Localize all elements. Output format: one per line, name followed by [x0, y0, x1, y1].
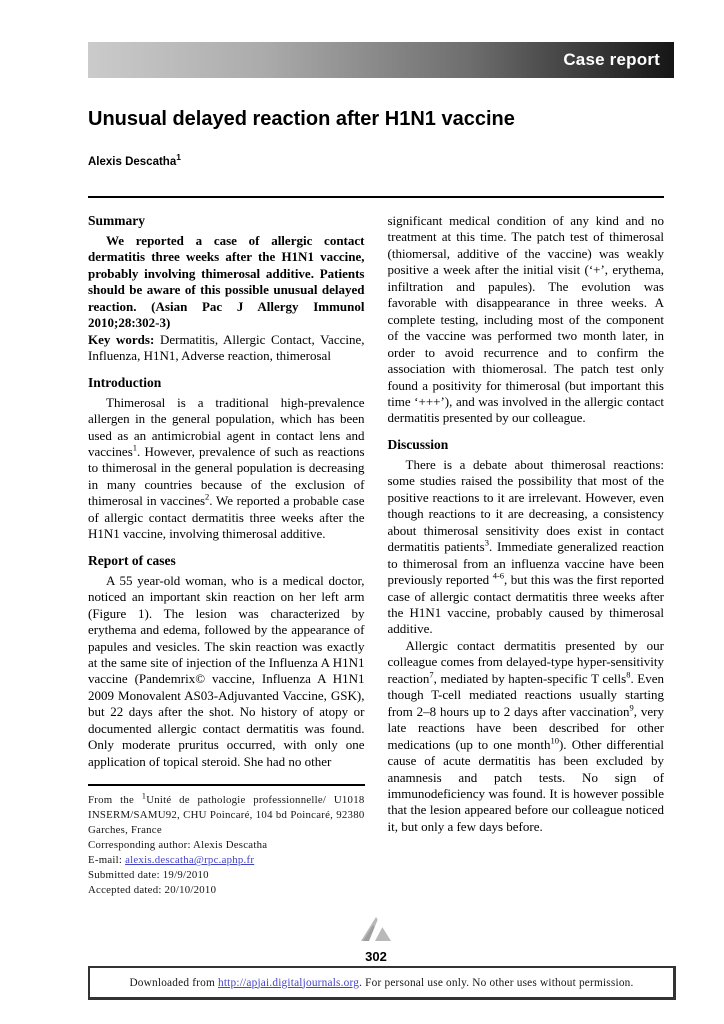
reference-superscript: 3 [484, 537, 489, 548]
left-column [88, 213, 365, 898]
corresponding-author-line: Corresponding author: Alexis Descatha [88, 839, 268, 852]
affiliation-note: From the $^1$Unité de pathologie professionnelle/ U1018 INSERM/SAMU92, CHU Poincaré, 104 bd Poincaré, 92380 Garches, France [88, 790, 365, 837]
hyperlink[interactable]: alexis.descatha@rpc.aphp.fr [125, 854, 255, 867]
reference-superscript: 1 [176, 152, 181, 163]
reference-superscript: 1 [141, 790, 147, 801]
report-of-cases-paragraph: A 55 year-old woman, who is a medical doctor, noticed an important skin reaction on her left arm (Figure 1). The lesion was characterized by erythema and edema, followed by the appearance of papules and vesicles. The skin reaction was exactly at the same site of injection of the Influenza A H1N1 vaccine (Pandemrix© vaccine, Influenza A H1N1 2009 Monovalent AS03-Adjuvanted Vaccine, GSK), but 22 days after the shot. No history of atopy or documented allergic contact dermatitis was found. Only moderate pruritus occurred, with only one application of topical steroid. She had no other [88, 572, 365, 769]
hyperlink[interactable]: http://apjai.digitaljournals.org [218, 976, 360, 989]
article-title: Unusual delayed reaction after H1N1 vaccine [88, 108, 515, 130]
reference-superscript: 4-6 [492, 570, 505, 581]
reference-superscript: 7 [429, 669, 434, 680]
keywords-line: Key words: Dermatitis, Allergic Contact, Vaccine, Influenza, H1N1, Adverse reaction, thimerosal [88, 331, 365, 364]
section-heading-report-of-cases: Report of cases [88, 552, 176, 568]
journal-logo-icon [360, 916, 392, 947]
footnote-block [88, 784, 365, 898]
article-body [88, 213, 664, 898]
section-heading-discussion: Discussion [387, 436, 449, 452]
bold-label: Key words: [88, 331, 155, 347]
email-line: E-mail: alexis.descatha@rpc.aphp.fr [88, 854, 255, 867]
reference-superscript: 2 [205, 492, 210, 503]
reference-superscript: 1 [132, 442, 138, 453]
right-column [388, 213, 665, 898]
reference-superscript: 9 [629, 702, 634, 713]
section-heading-introduction: Introduction [88, 374, 162, 390]
author-name: Alexis Descatha$^1$ [88, 152, 181, 168]
submitted-date: Submitted date: 19/9/2010 [88, 869, 209, 882]
footer-center [88, 916, 664, 964]
accepted-date: Accepted dated: 20/10/2010 [88, 884, 217, 897]
discussion-paragraph-2: Allergic contact dermatitis presented by our colleague comes from delayed-type hyper-sensitivity reaction$^7$, mediated by hapten-specific T cells$^8$. Even though T-cell mediated reactions usually starting from 2–8 hours up to 2 days after vaccination$^9$, very late reactions have been described for other medications (up to one month$^{10}$). Other differential cause of acute dermatitis has been excluded by anamnesis and patch tests. No sign of immunodeficiency was found. It is however possible that the lesion appeared before our colleague noticed it, but only a few days before. [387, 637, 664, 834]
download-notice-text: Downloaded from http://apjai.digitaljournals.org. For personal use only. No other uses without permission. [129, 976, 634, 989]
section-heading-summary: Summary [88, 213, 145, 228]
page-number: 302 [365, 949, 387, 964]
reference-superscript: 10 [550, 735, 559, 746]
introduction-paragraph: Thimerosal is a traditional high-prevalence allergen in the general population, which has been used as an antimicrobial agent in contact lens and vaccines$^1$. However, prevalence of such as reactions to thimerosal in the general population is decreasing in many countries because of the exclusion of thimerosal in vaccines$^2$. We reported a probable case of allergic contact dermatitis three weeks after the H1N1 vaccine, involving thimerosal additive. [88, 394, 365, 542]
reference-superscript: 8 [626, 669, 631, 680]
case-continuation-paragraph: significant medical condition of any kind and no treatment at this time. The patch test of thimerosal (thiomersal, additive of the vaccine) was weakly positive a week after the initial visit (‘+’, erythema, infiltration and papules). The evolution was favorable with disappearance in three weeks. A complete testing, including most of the component of the vaccine was performed two month later, in order to avoid recurrence and to confirm the association with thiomerosal. The patch test only found a positivity for thimerosal (but important this time ‘+++’), and was involved in the allergic contact dermatitis presented by our colleague. [387, 213, 664, 426]
summary-paragraph: We reported a case of allergic contact dermatitis three weeks after the H1N1 vaccine, probably involving thimerosal additive. Patients should be aware of this possible unusual delayed reaction. (Asian Pac J Allergy Immunol 2010;28:302-3) [88, 233, 365, 331]
download-notice-bar [88, 966, 676, 1000]
banner-label: Case report [563, 50, 660, 69]
discussion-paragraph-1: There is a debate about thimerosal reactions: some studies raised the possibility that most of the positive reactions to it are irrelevant. However, even though reactions to it are decreasing, a consistency about thimerosal sensitivity does exist in contact dermatitis patients$^3$. Immediate generalized reaction to thimerosal from an influenza vaccine have been previously reported $^{4-6}$, but this was the first reported case of allergic contact dermatitis three weeks after the H1N1 vaccine, probably caused by thimerosal additive. [387, 456, 665, 637]
header-divider [88, 196, 664, 198]
case-report-banner [88, 42, 674, 78]
